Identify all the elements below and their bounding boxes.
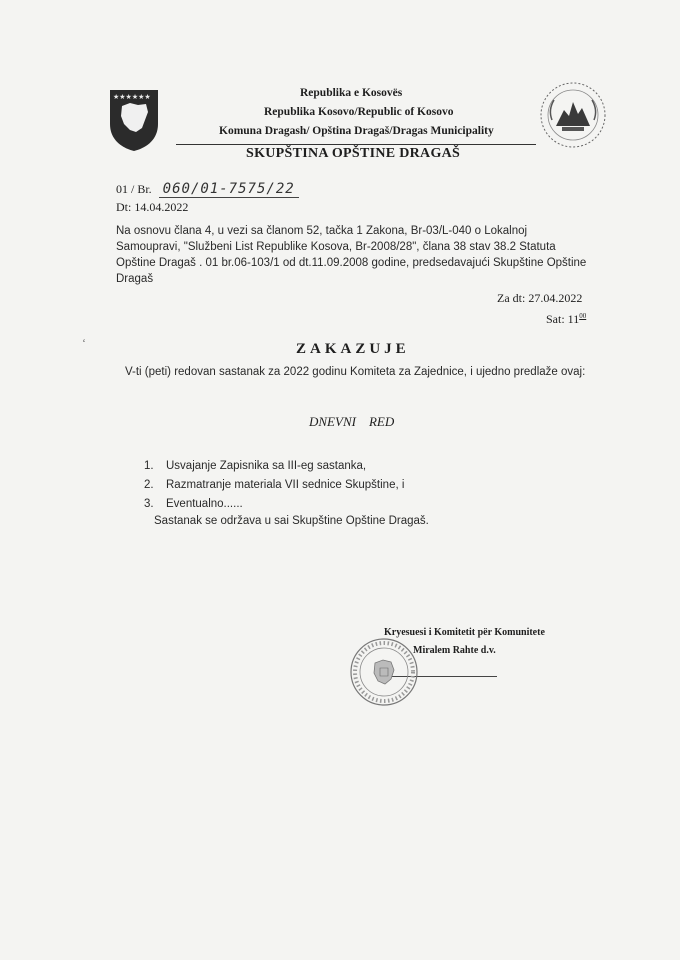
agenda-item — [144, 458, 504, 477]
meeting-date-value: 27.04.2022 — [528, 291, 583, 305]
agenda-item-number: 2. — [144, 479, 154, 491]
intro-paragraph — [116, 223, 596, 287]
kosovo-coat-of-arms-logo — [108, 86, 160, 152]
reference-number-row — [116, 181, 299, 197]
meeting-date-row — [497, 291, 582, 306]
meeting-time-minutes: 00 — [579, 312, 587, 320]
agenda-item — [144, 477, 504, 496]
svg-text:★★★★★★: ★★★★★★ — [113, 93, 151, 101]
agenda-item-number: 3. — [144, 498, 154, 510]
reference-date-label: Dt: — [116, 200, 132, 214]
agenda-item-text: Razmatranje materiala VII sednice Skupštine, i — [166, 479, 405, 491]
assembly-title: SKUPŠTINA OPŠTINE DRAGAŠ — [246, 146, 461, 161]
reference-number-label: 01 / Br. — [116, 182, 152, 196]
meeting-time-value: 11 — [567, 312, 580, 326]
meeting-location: Sastanak se održava u sai Skupštine Opštine Dragaš. — [154, 515, 429, 527]
header-divider — [176, 144, 536, 145]
header-country-multilingual: Republika Kosovo/Republic of Kosovo — [264, 106, 454, 118]
reference-number-handwritten: 060/01-7575/22 — [159, 181, 299, 198]
signature-role: Kryesuesi i Komitetit për Komunitete — [384, 627, 545, 638]
stray-mark: ʻ — [82, 336, 86, 350]
header-country-albanian: Republika e Kosovës — [300, 87, 403, 99]
intro-line: Opštine Dragaš . 01 br.06-103/1 od dt.11.09.2008 godine, predsedavajući Skupštine Opštine — [116, 257, 587, 269]
agenda-item-text: Eventualno...... — [166, 498, 243, 510]
agenda-item-number: 1. — [144, 460, 154, 472]
agenda-item-text: Usvajanje Zapisnika sa III-eg sastanka, — [166, 460, 367, 472]
signature-name: Miralem Rahte d.v. — [413, 645, 496, 656]
official-stamp-logo — [347, 635, 421, 709]
intro-line: Dragaš — [116, 273, 154, 285]
agenda-heading: DNEVNI RED — [309, 414, 395, 429]
meeting-time-label: Sat: — [546, 312, 565, 326]
meeting-summary: V-ti (peti) redovan sastanak za 2022 godinu Komiteta za Zajednice, i ujedno predlaže ovaj: — [125, 366, 586, 378]
document-title: ZAKAZUJE — [296, 341, 410, 357]
meeting-date-label: Za dt: — [497, 291, 526, 305]
municipality-seal-logo — [538, 80, 608, 150]
agenda-list — [144, 458, 504, 515]
header-municipality: Komuna Dragash/ Opština Dragaš/Dragas Municipality — [219, 125, 494, 137]
meeting-time-row — [546, 312, 586, 327]
intro-line: Samoupravi, "Službeni List Republike Kosova, Br-2008/28", člana 38 stav 38.2 Statuta — [116, 241, 556, 253]
intro-line: Na osnovu člana 4, u vezi sa članom 52, tačka 1 Zakona, Br-03/L-040 o Lokalnoj — [116, 225, 528, 237]
reference-date-row — [116, 200, 188, 215]
reference-date-value: 14.04.2022 — [134, 200, 189, 214]
